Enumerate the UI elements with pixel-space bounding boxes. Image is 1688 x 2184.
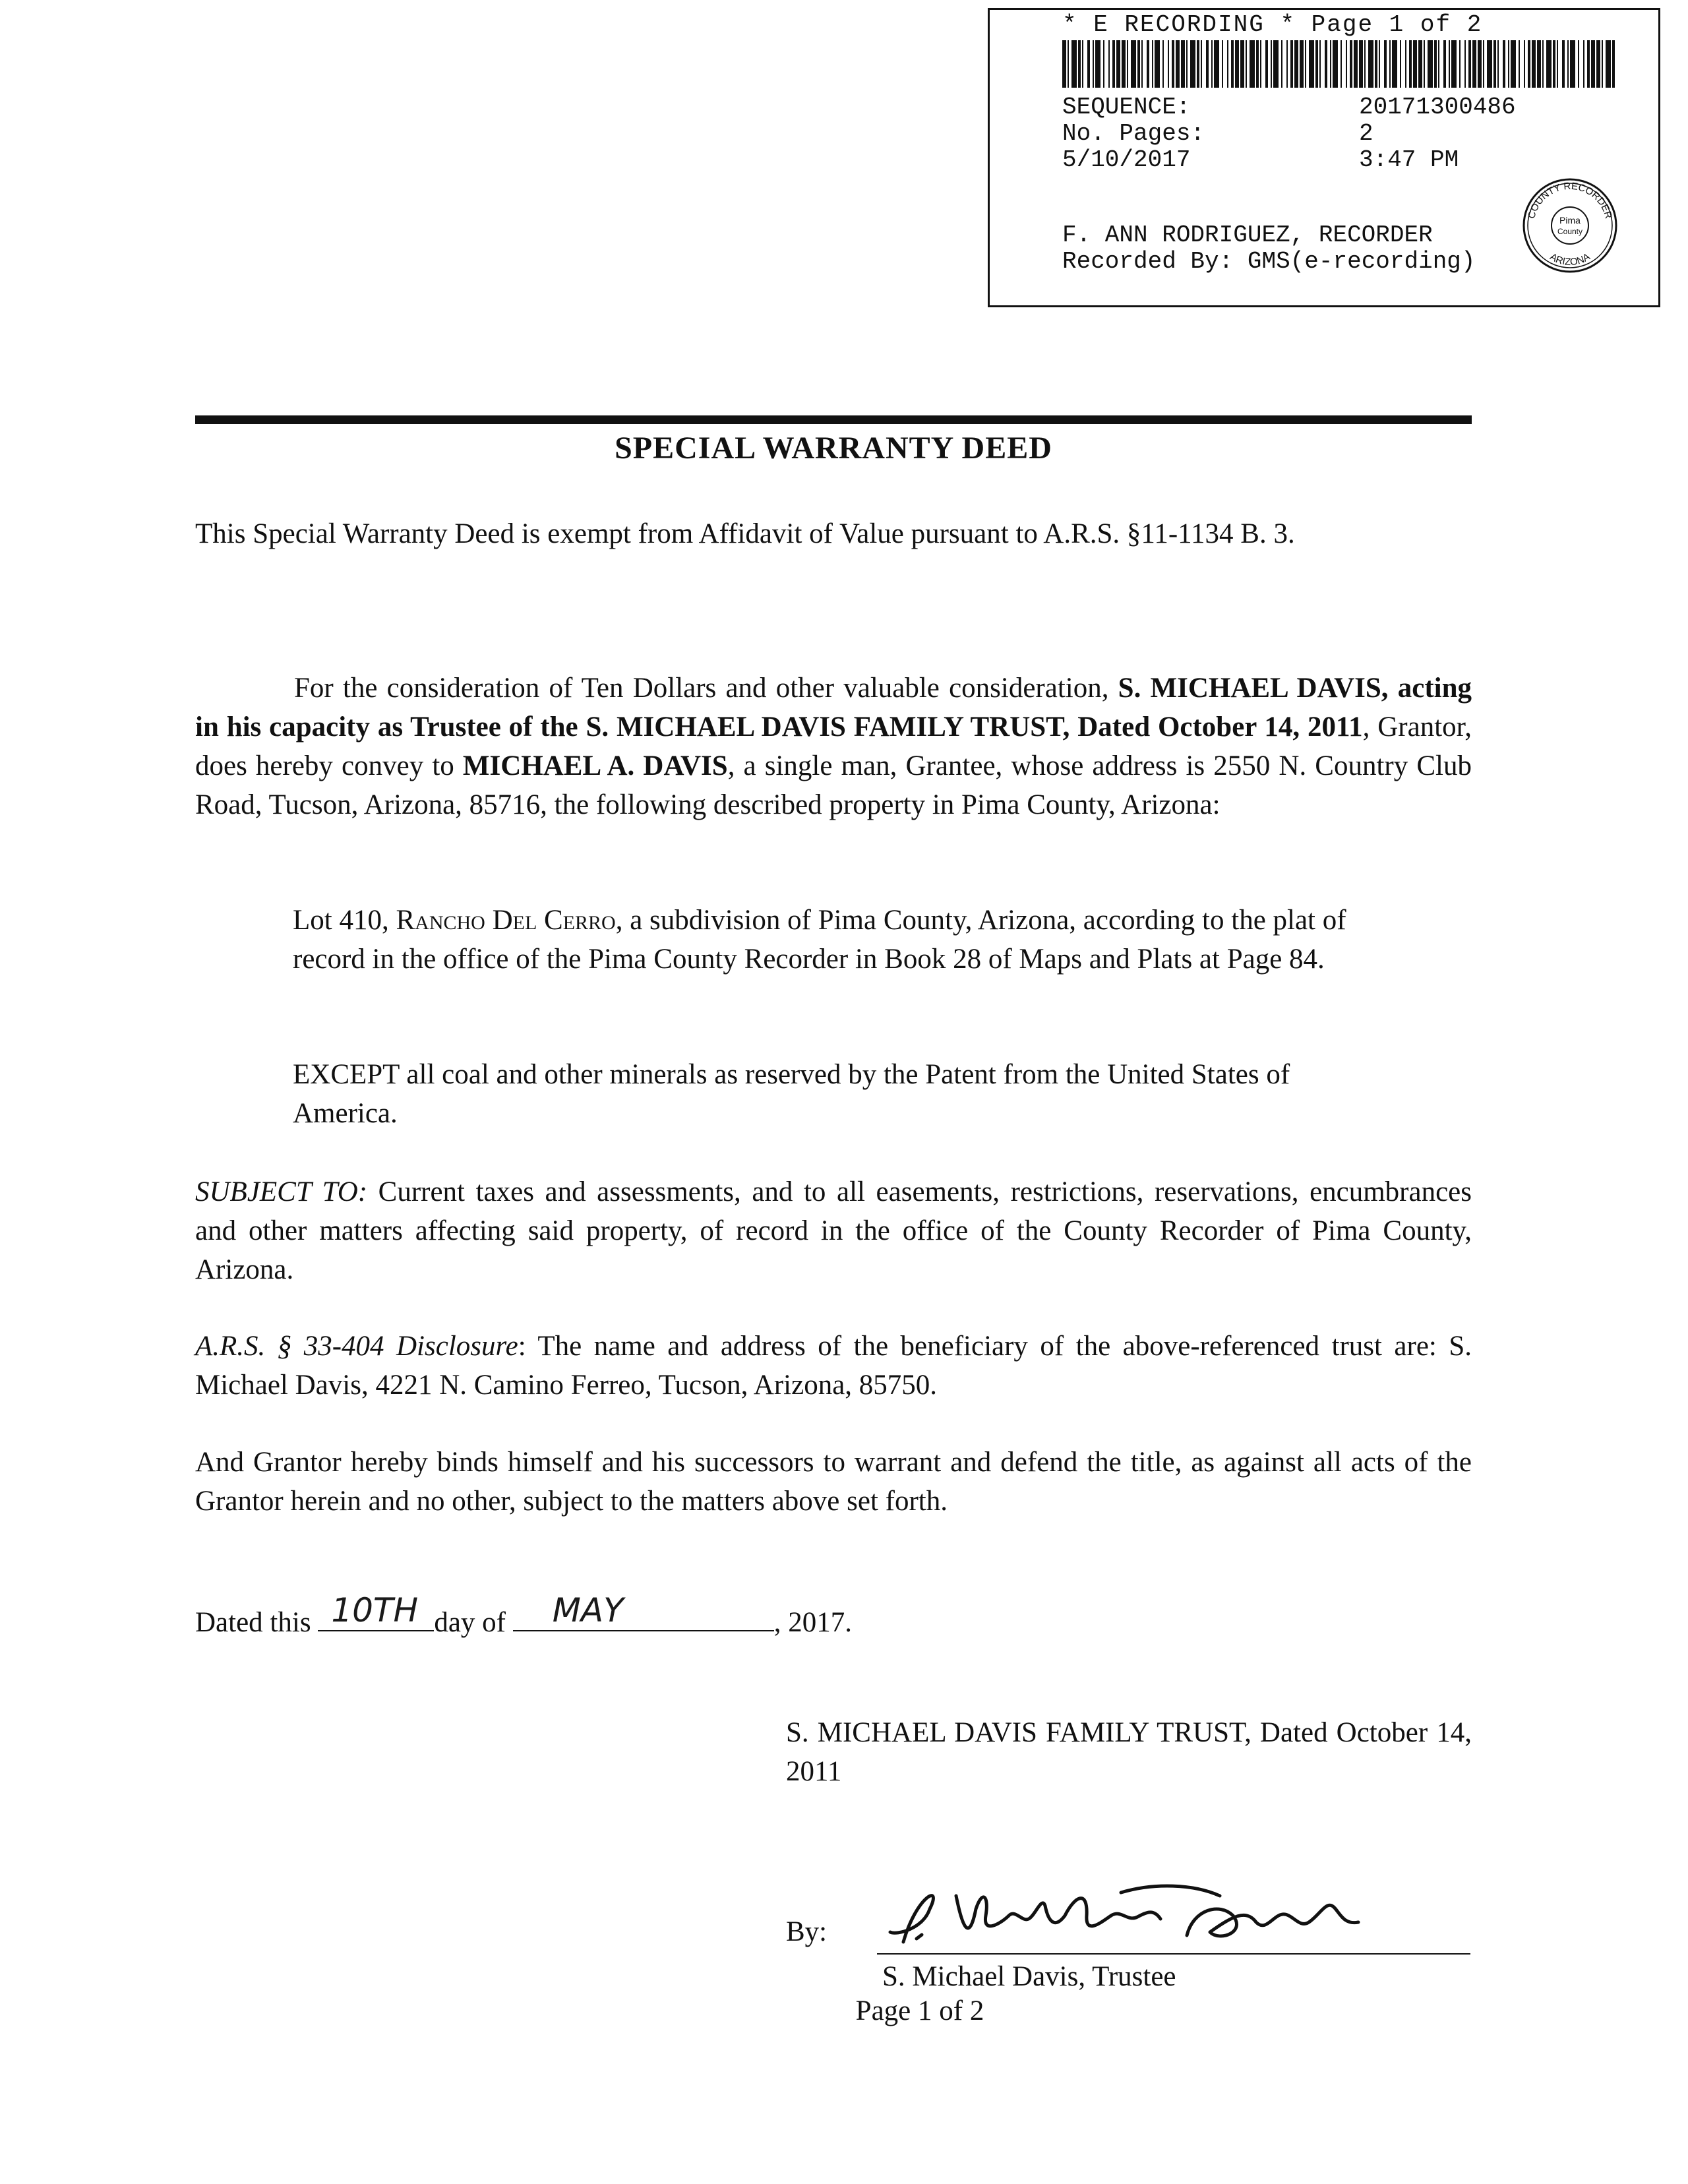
record-time: 3:47 PM [1359, 146, 1459, 173]
lot-lead: Lot 410, [293, 905, 396, 936]
by-label: By: [786, 1916, 828, 1947]
datetime-row [1062, 146, 1459, 173]
pages-label: No. Pages: [1062, 120, 1205, 147]
grantee-name: MICHAEL A. DAVIS [462, 750, 728, 781]
recorded-by-row [1062, 249, 1476, 275]
disclosure-text: : The name and address of the beneficiary of the above-referenced trust are: S. Michael Davis, 4221 N. Camino Ferreo, Tucson, Arizona, 85750. [195, 1331, 1472, 1401]
barcode [1062, 40, 1617, 88]
dated-middle: day of [434, 1607, 513, 1638]
pages-value: 2 [1359, 120, 1373, 147]
dated-prefix: Dated this [195, 1607, 318, 1638]
day-blank [318, 1591, 434, 1631]
svg-text:County: County [1557, 227, 1583, 236]
svg-text:Pima: Pima [1559, 215, 1581, 226]
day-handwritten: 10TH [331, 1591, 419, 1629]
recording-stamp [988, 8, 1660, 307]
recorded-by-label: Recorded By: [1062, 248, 1234, 275]
grantor-name: S. MICHAEL DAVIS, acting in his capacity as Trustee of the S. MICHAEL DAVIS FAMILY TRUST, Dated October 14, 2011 [195, 673, 1472, 743]
signature [877, 1869, 1365, 1955]
county-recorder-seal [1521, 176, 1619, 275]
consideration-tail: , a single man, Grantee, whose address is 2550 N. Country Club Road, Tucson, Arizona, 85716, the following described property in Pima County, Arizona: [195, 750, 1472, 820]
exemption-statement: This Special Warranty Deed is exempt from Affidavit of Value pursuant to A.R.S. §11-1134 B. 3. [195, 518, 1295, 549]
legal-description [293, 901, 1381, 979]
month-handwritten: MAY [552, 1591, 624, 1629]
page-number: Page 1 of 2 [855, 1995, 984, 2026]
subdivision-name: Rancho Del Cerro [396, 905, 616, 936]
lot-tail: , a subdivision of Pima County, Arizona, according to the plat of record in the office of the Pima County Recorder in Book 28 of Maps and Plats at Page 84. [293, 905, 1346, 975]
recorded-by-value: GMS(e-recording) [1247, 248, 1476, 275]
sequence-value: 20171300486 [1359, 94, 1516, 121]
month-blank [513, 1591, 774, 1631]
record-date: 5/10/2017 [1062, 146, 1191, 173]
subject-to-label: SUBJECT TO: [195, 1176, 368, 1207]
dated-suffix: , 2017. [773, 1607, 852, 1638]
svg-text:COUNTY RECORDER: COUNTY RECORDER [1526, 180, 1614, 220]
sequence-label: SEQUENCE: [1062, 94, 1191, 121]
disclosure-label: A.R.S. § 33-404 Disclosure [195, 1331, 518, 1362]
trust-name-block: S. MICHAEL DAVIS FAMILY TRUST, Dated October 14, 2011 [786, 1717, 1472, 1787]
consideration-lead: For the consideration of Ten Dollars and other valuable consideration, [294, 673, 1118, 704]
pages-row [1062, 120, 1373, 147]
svg-text:ARIZONA: ARIZONA [1548, 251, 1592, 268]
title-rule [195, 415, 1472, 424]
signature-line [877, 1953, 1470, 1955]
subject-to-text: Current taxes and assessments, and to all easements, restrictions, reservations, encumbrances and other matters affecting said property, of record in the office of the County Recorder of Pima County, Arizona. [195, 1176, 1472, 1285]
consideration-paragraph [195, 669, 1472, 824]
warranty-paragraph: And Grantor hereby binds himself and his successors to warrant and defend the title, as against all acts of the Grantor herein and no other, subject to the matters above set forth. [195, 1447, 1472, 1517]
dated-line [195, 1591, 852, 1642]
recorder-name: F. ANN RODRIGUEZ, RECORDER [1062, 222, 1433, 249]
document-title: SPECIAL WARRANTY DEED [615, 431, 1052, 466]
sequence-row [1062, 94, 1516, 121]
mineral-exception: EXCEPT all coal and other minerals as reserved by the Patent from the United States of America. [293, 1059, 1290, 1129]
signer-name: S. Michael Davis, Trustee [882, 1961, 1176, 1992]
disclosure-paragraph [195, 1327, 1472, 1405]
consideration-middle: , Grantor, does hereby convey to [195, 712, 1472, 781]
stamp-header: * E RECORDING * Page 1 of 2 [1062, 11, 1483, 38]
subject-to-paragraph [195, 1172, 1472, 1289]
